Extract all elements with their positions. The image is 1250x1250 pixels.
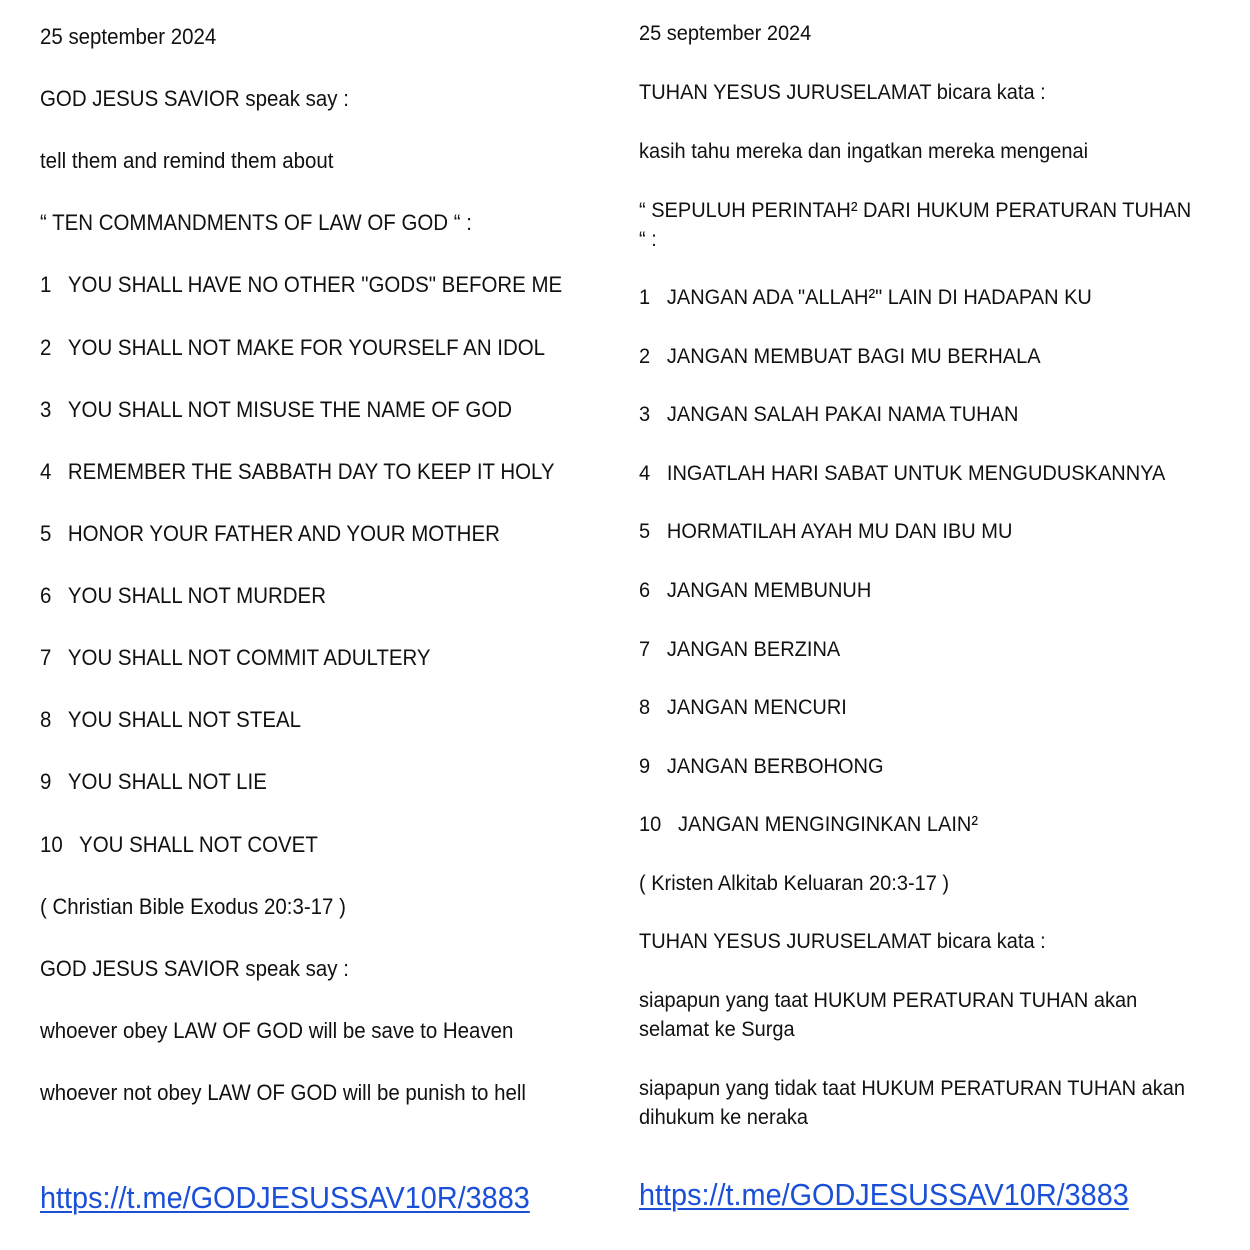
commandment-8: [40, 705, 301, 734]
commandment-number: 2: [639, 344, 651, 368]
commandment-3: [40, 395, 512, 424]
commandment-6: [639, 576, 871, 605]
commandment-number: 4: [639, 461, 651, 485]
not-obey-statement-line-2: dihukum ke neraka: [639, 1105, 808, 1129]
instruction-text: tell them and remind them about: [40, 148, 334, 173]
commandment-number: 5: [40, 521, 52, 546]
commandment-text: YOU SHALL HAVE NO OTHER "GODS" BEFORE ME: [67, 272, 563, 297]
speaker-outro: GOD JESUS SAVIOR speak say :: [40, 956, 349, 981]
commandment-text: YOU SHALL NOT MAKE FOR YOURSELF AN IDOL: [67, 335, 546, 360]
commandment-2: [40, 333, 545, 362]
commandment-6: [40, 581, 326, 610]
commandment-text: JANGAN MEMBUNUH: [666, 578, 872, 602]
commandment-number: 8: [639, 695, 651, 719]
date: 25 september 2024: [40, 24, 217, 49]
commandment-7: [639, 635, 840, 664]
commandment-5: [639, 517, 1012, 546]
commandments-title: “ TEN COMMANDMENTS OF LAW OF GOD “ :: [40, 210, 472, 235]
commandment-9: [639, 752, 884, 781]
commandment-number: 9: [40, 769, 52, 794]
commandment-1: [639, 283, 1092, 312]
bible-reference: ( Kristen Alkitab Keluaran 20:3-17 ): [639, 871, 950, 895]
commandment-number: 3: [40, 397, 52, 422]
commandment-number: 9: [639, 754, 651, 778]
commandment-text: YOU SHALL NOT LIE: [67, 769, 267, 794]
commandment-4: [639, 459, 1165, 488]
commandment-text: REMEMBER THE SABBATH DAY TO KEEP IT HOLY: [67, 459, 555, 484]
commandment-number: 7: [40, 645, 52, 670]
commandment-10: [40, 830, 318, 859]
commandment-text: JANGAN SALAH PAKAI NAMA TUHAN: [666, 402, 1019, 426]
commandment-text: JANGAN BERBOHONG: [666, 754, 884, 778]
commandment-number: 2: [40, 335, 52, 360]
commandment-7: [40, 643, 431, 672]
commandment-text: YOU SHALL NOT COMMIT ADULTERY: [67, 645, 431, 670]
commandment-text: JANGAN ADA "ALLAH²" LAIN DI HADAPAN KU: [666, 285, 1092, 309]
commandment-text: HONOR YOUR FATHER AND YOUR MOTHER: [67, 521, 500, 546]
english-column: [40, 0, 610, 1250]
commandment-8: [639, 693, 847, 722]
commandment-3: [639, 400, 1018, 429]
instruction-text: kasih tahu mereka dan ingatkan mereka mengenai: [639, 139, 1089, 163]
commandment-text: YOU SHALL NOT MURDER: [67, 583, 326, 608]
commandment-number: 1: [639, 285, 651, 309]
commandment-text: INGATLAH HARI SABAT UNTUK MENGUDUSKANNYA: [666, 461, 1166, 485]
commandment-number: 1: [40, 272, 52, 297]
commandment-text: JANGAN MENCURI: [666, 695, 847, 719]
speaker-intro: TUHAN YESUS JURUSELAMAT bicara kata :: [639, 80, 1046, 104]
bible-reference: ( Christian Bible Exodus 20:3-17 ): [40, 894, 346, 919]
commandments-title-line-1: “ SEPULUH PERINTAH² DARI HUKUM PERATURAN TUHAN: [639, 198, 1192, 222]
commandment-number: 5: [639, 519, 651, 543]
speaker-outro: TUHAN YESUS JURUSELAMAT bicara kata :: [639, 929, 1046, 953]
telegram-link[interactable]: https://t.me/GODJESUSSAV10R/3883: [40, 1180, 530, 1215]
date: 25 september 2024: [639, 21, 812, 45]
commandment-4: [40, 457, 555, 486]
not-obey-statement-line-1: siapapun yang tidak taat HUKUM PERATURAN TUHAN akan: [639, 1076, 1186, 1100]
obey-statement-line-2: selamat ke Surga: [639, 1017, 795, 1041]
obey-statement: whoever obey LAW OF GOD will be save to Heaven: [40, 1018, 514, 1043]
commandment-text: YOU SHALL NOT STEAL: [67, 707, 301, 732]
telegram-link[interactable]: https://t.me/GODJESUSSAV10R/3883: [639, 1177, 1129, 1212]
commandment-number: 10: [40, 832, 63, 857]
commandment-9: [40, 767, 267, 796]
commandment-number: 8: [40, 707, 52, 732]
commandment-number: 6: [40, 583, 52, 608]
obey-statement-line-1: siapapun yang taat HUKUM PERATURAN TUHAN akan: [639, 988, 1138, 1012]
commandment-number: 7: [639, 637, 651, 661]
commandment-text: HORMATILAH AYAH MU DAN IBU MU: [666, 519, 1013, 543]
commandment-text: YOU SHALL NOT MISUSE THE NAME OF GOD: [67, 397, 513, 422]
commandment-text: JANGAN BERZINA: [666, 637, 841, 661]
commandment-text: JANGAN MENGINGINKAN LAIN²: [678, 812, 979, 836]
indonesian-column: [639, 0, 1219, 1250]
commandment-text: YOU SHALL NOT COVET: [79, 832, 318, 857]
speaker-intro: GOD JESUS SAVIOR speak say :: [40, 86, 349, 111]
commandment-number: 4: [40, 459, 52, 484]
commandment-2: [639, 342, 1041, 371]
commandment-text: JANGAN MEMBUAT BAGI MU BERHALA: [666, 344, 1041, 368]
commandments-title-line-2: “ :: [639, 227, 657, 251]
commandment-5: [40, 519, 500, 548]
commandment-10: [639, 810, 978, 839]
commandment-1: [40, 270, 562, 299]
commandment-number: 10: [639, 812, 662, 836]
commandment-number: 6: [639, 578, 651, 602]
commandment-number: 3: [639, 402, 651, 426]
not-obey-statement: whoever not obey LAW OF GOD will be punish to hell: [40, 1080, 526, 1105]
